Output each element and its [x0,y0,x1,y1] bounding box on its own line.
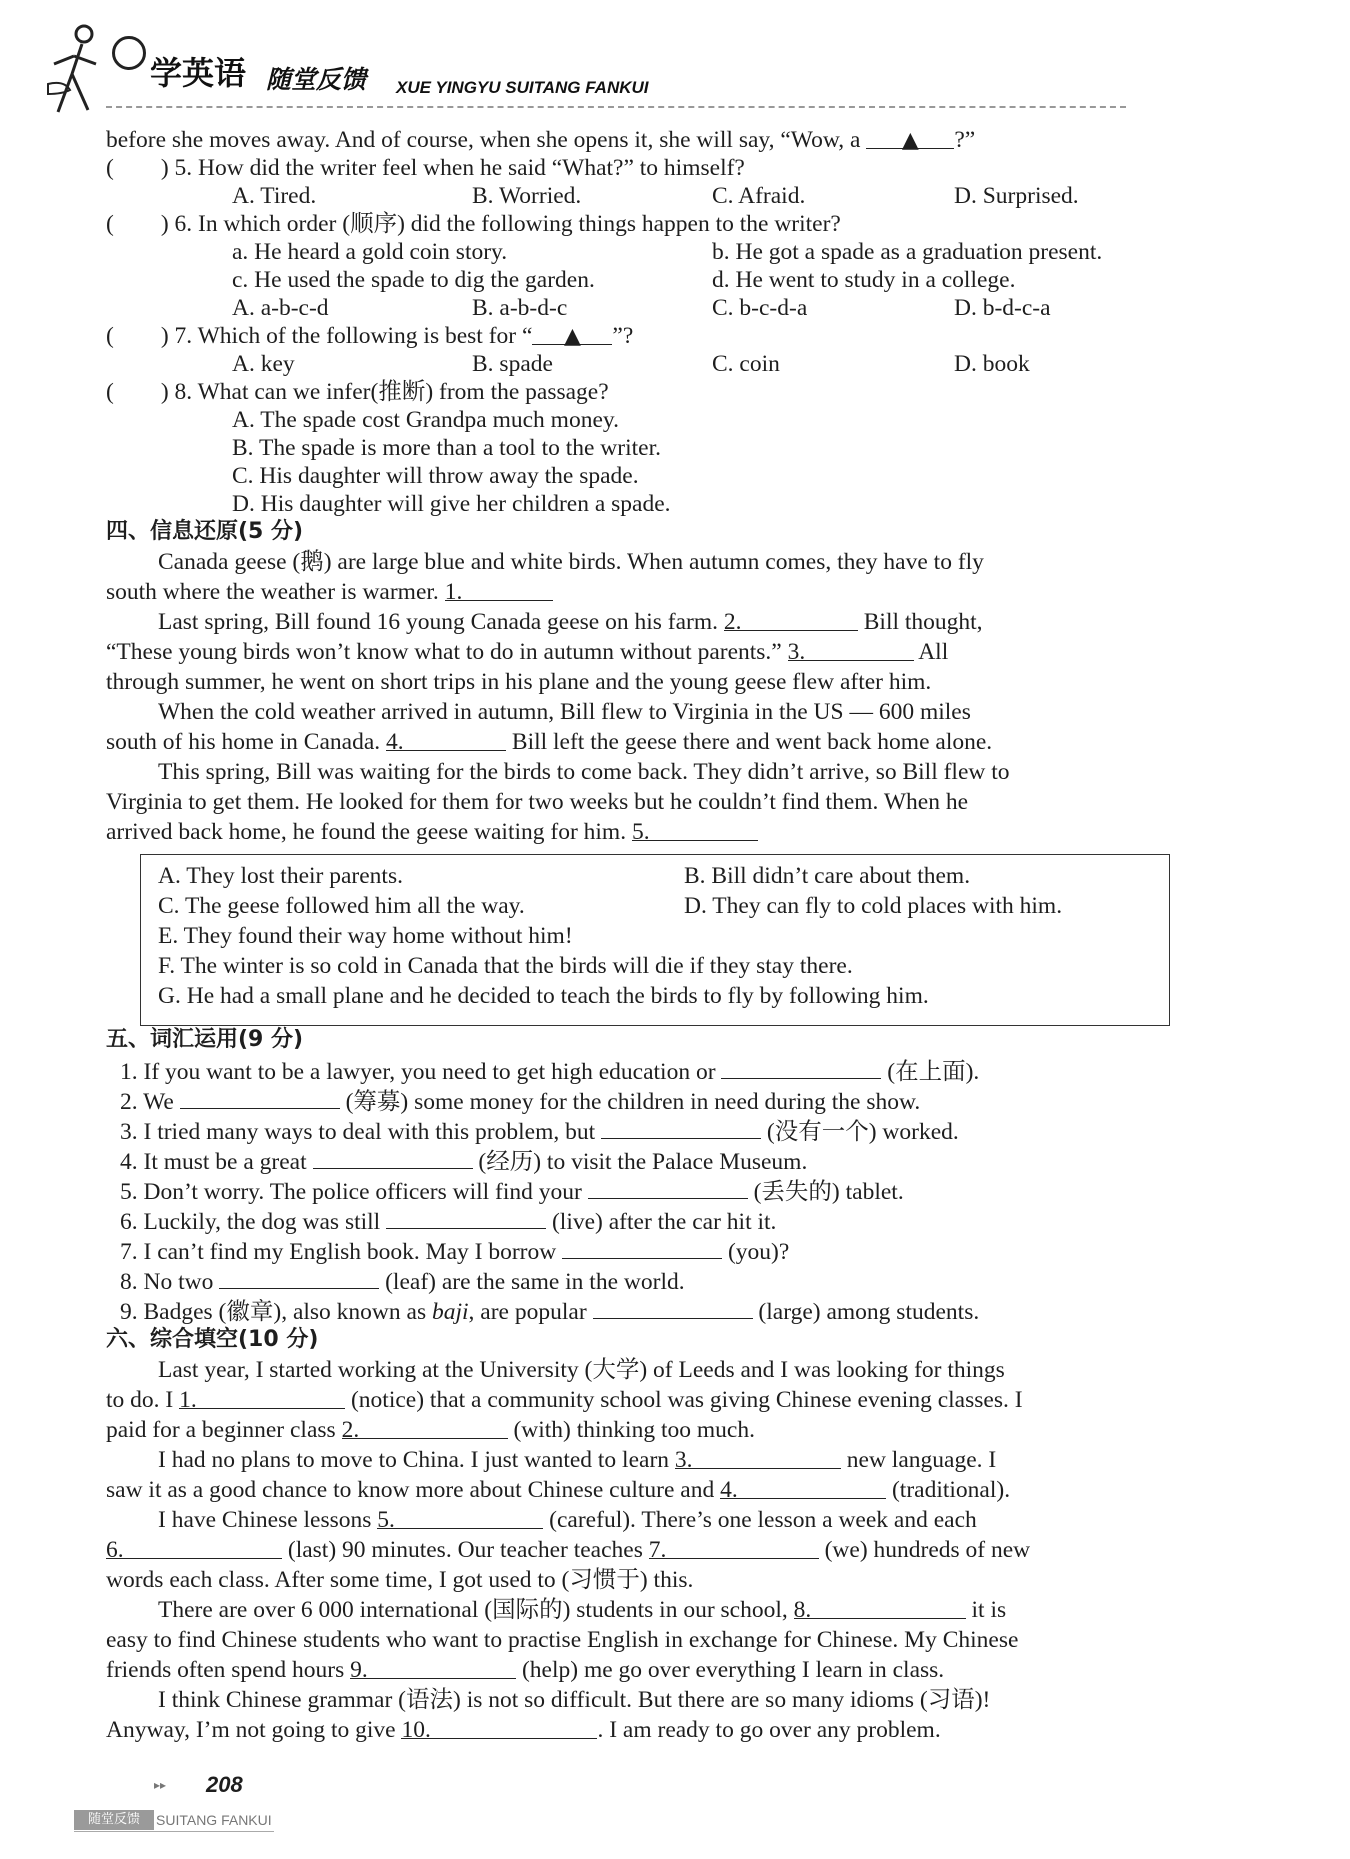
s6-text: words each class. After some time, I got used to (习惯于) this. [106,1567,694,1593]
s6-text: I think Chinese grammar (语法) is not so difficult. But there are so many idioms (习语)! [158,1687,991,1713]
cloze-blank-2[interactable]: 2. [342,1416,508,1439]
vocab-item-3: 3. I tried many ways to deal with this problem, but (没有一个) worked. [120,1116,959,1146]
q8-option-c: C. His daughter will throw away the spade. [232,463,639,489]
answer-blank-3[interactable]: 3. [788,638,914,661]
q5-option-b: B. Worried. [472,183,582,209]
section-4-heading: 四、信息还原(5 分) [106,519,304,544]
s6-text: paid for a beginner class 2. (with) thinking too much. [106,1417,755,1443]
q7-option-a: A. key [232,351,295,377]
s6-text: friends often spend hours 9. (help) me go over everything I learn in class. [106,1657,945,1683]
s6-text: 6. (last) 90 minutes. Our teacher teaches 7. (we) hundreds of new [106,1537,1031,1563]
s6-text: I have Chinese lessons 5. (careful). There’s one lesson a week and each [158,1507,977,1533]
reading-person-icon [44,24,110,116]
s6-text: Last year, I started working at the University (大学) of Leeds and I was looking for things [158,1357,1005,1383]
s4-text: south of his home in Canada. 4. Bill left the geese there and went back home alone. [106,729,993,755]
cloze-blank-1[interactable]: 1. [179,1386,345,1409]
s4-text: “These young birds won’t know what to do in autumn without parents.” 3. All [106,639,949,665]
arrow-icon: ▸▸ [154,1778,167,1792]
vocab-item-5: 5. Don’t worry. The police officers will find your (丢失的) tablet. [120,1176,904,1206]
q5-option-c: C. Afraid. [712,183,806,209]
answer-blank-2[interactable]: 2. [724,608,858,631]
option-d: D. They can fly to cold places with him. [684,893,1063,919]
s4-text: Virginia to get them. He looked for them for two weeks but he couldn’t find them. When he [106,789,969,815]
cloze-blank-10[interactable]: 10. [401,1716,597,1739]
q5-option-d: D. Surprised. [954,183,1079,209]
vocab-item-7: 7. I can’t find my English book. May I borrow (you)? [120,1236,789,1266]
triangle-icon: ▲ [901,128,919,153]
question-6: ( ) 6. In which order (顺序) did the following things happen to the writer? [106,211,841,237]
vocab-blank[interactable] [562,1236,722,1259]
q8-option-a: A. The spade cost Grandpa much money. [232,407,619,433]
vocab-item-8: 8. No two (leaf) are the same in the world. [120,1266,685,1296]
question-8: ( ) 8. What can we infer(推断) from the passage? [106,379,609,405]
vocab-blank[interactable] [180,1086,340,1109]
option-g: G. He had a small plane and he decided to teach the birds to fly by following him. [158,983,929,1009]
s4-text: When the cold weather arrived in autumn, Bill flew to Virginia in the US — 600 miles [158,699,971,725]
header-divider [106,106,1126,108]
q6-option-d: D. b-d-c-a [954,295,1051,321]
passage-last-line: before she moves away. And of course, when she opens it, she will say, “Wow, a ▲ ?” [106,127,976,153]
q6-option-c: C. b-c-d-a [712,295,808,321]
s4-text: This spring, Bill was waiting for the birds to come back. They didn’t arrive, so Bill flew to [158,759,1010,785]
cloze-blank-6[interactable]: 6. [106,1536,282,1559]
vocab-item-2: 2. We (筹募) some money for the children in need during the show. [120,1086,920,1116]
q6-item-b: b. He got a spade as a graduation present. [712,239,1103,265]
option-f: F. The winter is so cold in Canada that the birds will die if they stay there. [158,953,853,979]
s6-text: easy to find Chinese students who want to practise English in exchange for Chinese. My Chinese [106,1627,1019,1653]
play-circle-icon [112,36,146,70]
s4-text: Last spring, Bill found 16 young Canada geese on his farm. 2. Bill thought, [158,609,983,635]
vocab-item-1: 1. If you want to be a lawyer, you need to get high education or (在上面). [120,1056,979,1086]
section-6-heading: 六、综合填空(10 分) [106,1327,319,1352]
section-5-heading: 五、词汇运用(9 分) [106,1027,304,1052]
q7-option-d: D. book [954,351,1030,377]
q8-option-b: B. The spade is more than a tool to the writer. [232,435,662,461]
vocab-blank[interactable] [386,1206,546,1229]
s6-text: I had no plans to move to China. I just wanted to learn 3. new language. I [158,1447,997,1473]
cloze-blank-7[interactable]: 7. [649,1536,819,1559]
cloze-blank-9[interactable]: 9. [350,1656,516,1679]
vocab-item-6: 6. Luckily, the dog was still (live) after the car hit it. [120,1206,776,1236]
q7-option-c: C. coin [712,351,780,377]
header-english: XUE YINGYU SUITANG FANKUI [396,78,649,97]
q5-option-a: A. Tired. [232,183,317,209]
footer-label-en: SUITANG FANKUI [156,1812,272,1828]
triangle-icon: ▲ [563,324,581,349]
footer-divider [74,1831,274,1832]
option-e: E. They found their way home without him! [158,923,573,949]
vocab-blank[interactable] [313,1146,473,1169]
header-title: 学英语 [150,54,247,92]
answer-blank-4[interactable]: 4. [386,728,506,751]
page-header [44,14,1084,114]
option-c: C. The geese followed him all the way. [158,893,525,919]
s4-text: through summer, he went on short trips in his plane and the young geese flew after him. [106,669,932,695]
answer-blank-1[interactable]: 1. [445,578,553,601]
option-a: A. They lost their parents. [158,863,403,889]
header-subtitle: 随堂反馈 [266,65,367,94]
q6-item-a: a. He heard a gold coin story. [232,239,508,265]
vocab-blank[interactable] [219,1266,379,1289]
vocab-blank[interactable] [721,1056,881,1079]
cloze-blank-3[interactable]: 3. [675,1446,841,1469]
option-b: B. Bill didn’t care about them. [684,863,971,889]
vocab-blank[interactable] [593,1296,753,1319]
question-7: ( ) 7. Which of the following is best for “ ▲ ”? [106,323,634,349]
vocab-item-4: 4. It must be a great (经历) to visit the Palace Museum. [120,1146,807,1176]
cloze-blank-8[interactable]: 8. [794,1596,966,1619]
s4-text: arrived back home, he found the geese waiting for him. 5. [106,818,758,846]
s6-text: to do. I 1. (notice) that a community school was giving Chinese evening classes. I [106,1387,1023,1413]
s6-text: There are over 6 000 international (国际的) students in our school, 8. it is [158,1597,1007,1623]
answer-blank-5[interactable]: 5. [632,818,758,841]
question-5: ( ) 5. How did the writer feel when he said “What?” to himself? [106,155,745,181]
q6-option-a: A. a-b-c-d [232,295,329,321]
page-number: 208 [206,1772,243,1797]
vocab-blank[interactable] [588,1176,748,1199]
q6-option-b: B. a-b-d-c [472,295,568,321]
s4-text: Canada geese (鹅) are large blue and white birds. When autumn comes, they have to fly [158,549,984,575]
q8-option-d: D. His daughter will give her children a spade. [232,491,671,517]
q6-item-c: c. He used the spade to dig the garden. [232,267,595,293]
s4-text: south where the weather is warmer. 1. [106,578,553,606]
cloze-blank-4[interactable]: 4. [720,1476,886,1499]
cloze-blank-5[interactable]: 5. [377,1506,543,1529]
q6-item-d: d. He went to study in a college. [712,267,1016,293]
vocab-blank[interactable] [601,1116,761,1139]
s6-text: saw it as a good chance to know more about Chinese culture and 4. (traditional). [106,1477,1011,1503]
vocab-item-9: 9. Badges (徽章), also known as baji, are popular (large) among students. [120,1296,979,1326]
footer-label-cn: 随堂反馈 [74,1810,154,1830]
q7-option-b: B. spade [472,351,553,377]
s6-text: Anyway, I’m not going to give 10. . I am ready to go over any problem. [106,1717,941,1743]
